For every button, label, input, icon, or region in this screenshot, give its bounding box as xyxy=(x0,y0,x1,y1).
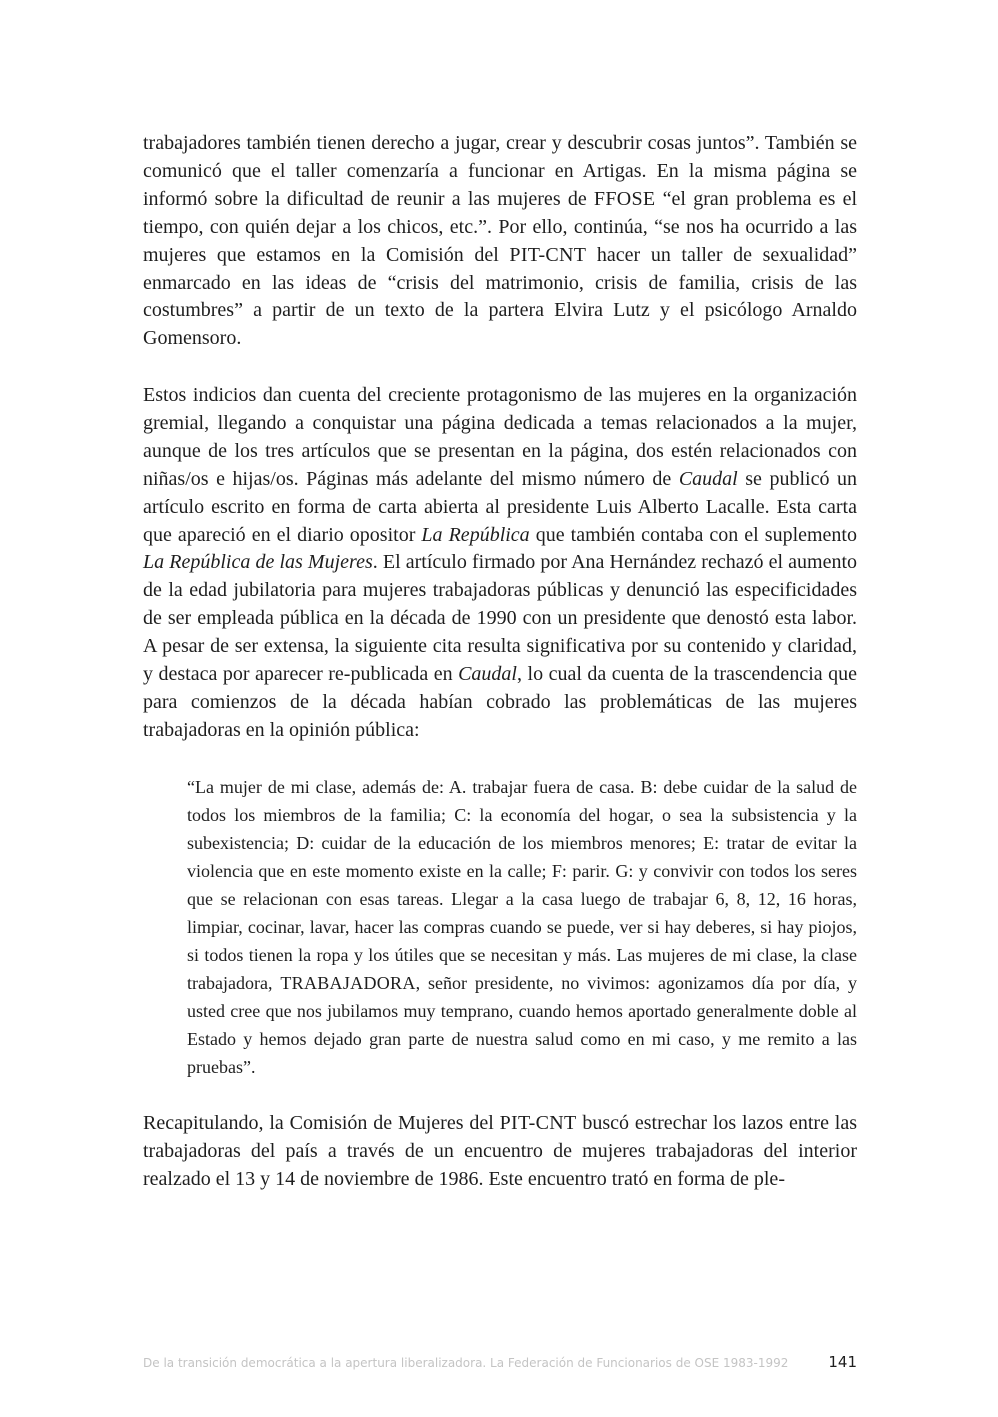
acronym-pit-cnt: PIT-CNT xyxy=(499,1112,577,1134)
text-run: , lo cual da cuenta de la trascendencia que para comienzos de la década habían cobrado las problemáticas de las mujeres trabajadoras en la opinión pública: xyxy=(143,663,858,741)
page-number: 141 xyxy=(828,1353,857,1371)
text-run: buscó estrechar los lazos entre las trabajadoras del país a través de un encuentro de mujeres trabajadoras del interior realzado el 13 y 14 de noviembre de 1986. Este encuentro trató en forma de ple- xyxy=(143,1112,858,1190)
body-paragraph-1 xyxy=(143,130,857,353)
publication-title-suplemento: La República de las Mujeres xyxy=(143,551,373,574)
text-run: se publicó un artículo escrito en forma de carta abierta al presidente Luis Alberto Lacalle. Esta carta que apareció en el diario opositor xyxy=(143,467,857,546)
body-paragraph-2 xyxy=(143,382,857,745)
text-run: “La mujer de mi clase, además de: A. trabajar fuera de casa. B: debe cuidar de la salud de todos los miembros de la familia; C: la economía del hogar, o sea la subsistencia y la subexistencia; D: cuidar de la educación de los miembros menores; E: tratar de evitar la violencia que en este momento existe en la calle; F: parir. G: y convivir con todos los seres que se relacionan con esas tareas. Llegar a la casa luego de trabajar 6, 8, 12, 16 horas, limpiar, cocinar, lavar, hacer las compras cuando se puede, ver si hay deberes, si hay piojos, si todos tienen la ropa y los útiles que se necesitan y más. Las mujeres de mi clase, la clase trabajadora, xyxy=(187,777,857,993)
text-run: trabajadores también tienen derecho a jugar, crear y descubrir cosas juntos”. También se comunicó que el taller comenzaría a funcionar en Artigas. En la misma página se informó sobre la dificultad de reunir a las mujeres de xyxy=(143,132,857,210)
acronym-pit-cnt: PIT-CNT xyxy=(509,243,587,266)
page-footer xyxy=(143,1353,857,1377)
text-run: . El artículo firmado por Ana Hernández rechazó el aumento de la edad jubilatoria para mujeres trabajadoras públicas y denunció las especificidades de ser empleada pública en la década de 1990 con un presidente que denostó esta labor. A pesar de ser extensa, la siguiente cita resulta significativa por su contenido y claridad, y destaca por aparecer re-publicada en xyxy=(143,551,858,686)
block-quote xyxy=(187,773,857,1081)
publication-title-la-republica: La República xyxy=(421,523,530,546)
acronym-ffose: FFOSE xyxy=(593,187,656,210)
publication-title-caudal: Caudal xyxy=(458,663,517,686)
text-run: que también contaba con el suplemento xyxy=(529,523,857,546)
text-run: Estos indicios dan cuenta del creciente protagonismo de las mujeres en la organización gremial, llegando a conquistar una página dedicada a temas relacionados a la mujer, aunque de los tres artículos que se presentan en la página, dos estén relacionados con niñas/os e hijas/os. Páginas más adelante del mismo número de xyxy=(143,384,857,490)
running-title: De la transición democrática a la apertura liberalizadora. La Federación de Funcionarios de OSE 1983-1992 xyxy=(143,1356,789,1370)
text-run: Recapitulando, la Comisión de Mujeres del xyxy=(143,1112,500,1134)
body-paragraph-3 xyxy=(143,1110,857,1194)
text-run: hacer un taller de sexualidad” enmarcado en las ideas de “crisis del matrimonio, crisis de familia, crisis de las costumbres” a partir de un texto de la partera Elvira Lutz y el psicólogo Arnaldo Gomensoro. xyxy=(143,243,857,350)
text-run: , señor presidente, no vivimos: agonizamos día por día, y usted cree que nos jubilamos muy temprano, cuando hemos aportado generalmente doble al Estado y hemos dejado gran parte de nuestra salud como en mi caso, y me remito a las pruebas”. xyxy=(187,973,858,1077)
publication-title-caudal: Caudal xyxy=(678,467,738,490)
text-run: “el gran problema es el tiempo, con quién dejar a los chicos, etc.”. Por ello, continúa, “se nos ha ocurrido a las mujeres que estamos en la Comisión del xyxy=(143,187,858,266)
emphasis-trabajadora: TRABAJADORA xyxy=(280,973,416,993)
